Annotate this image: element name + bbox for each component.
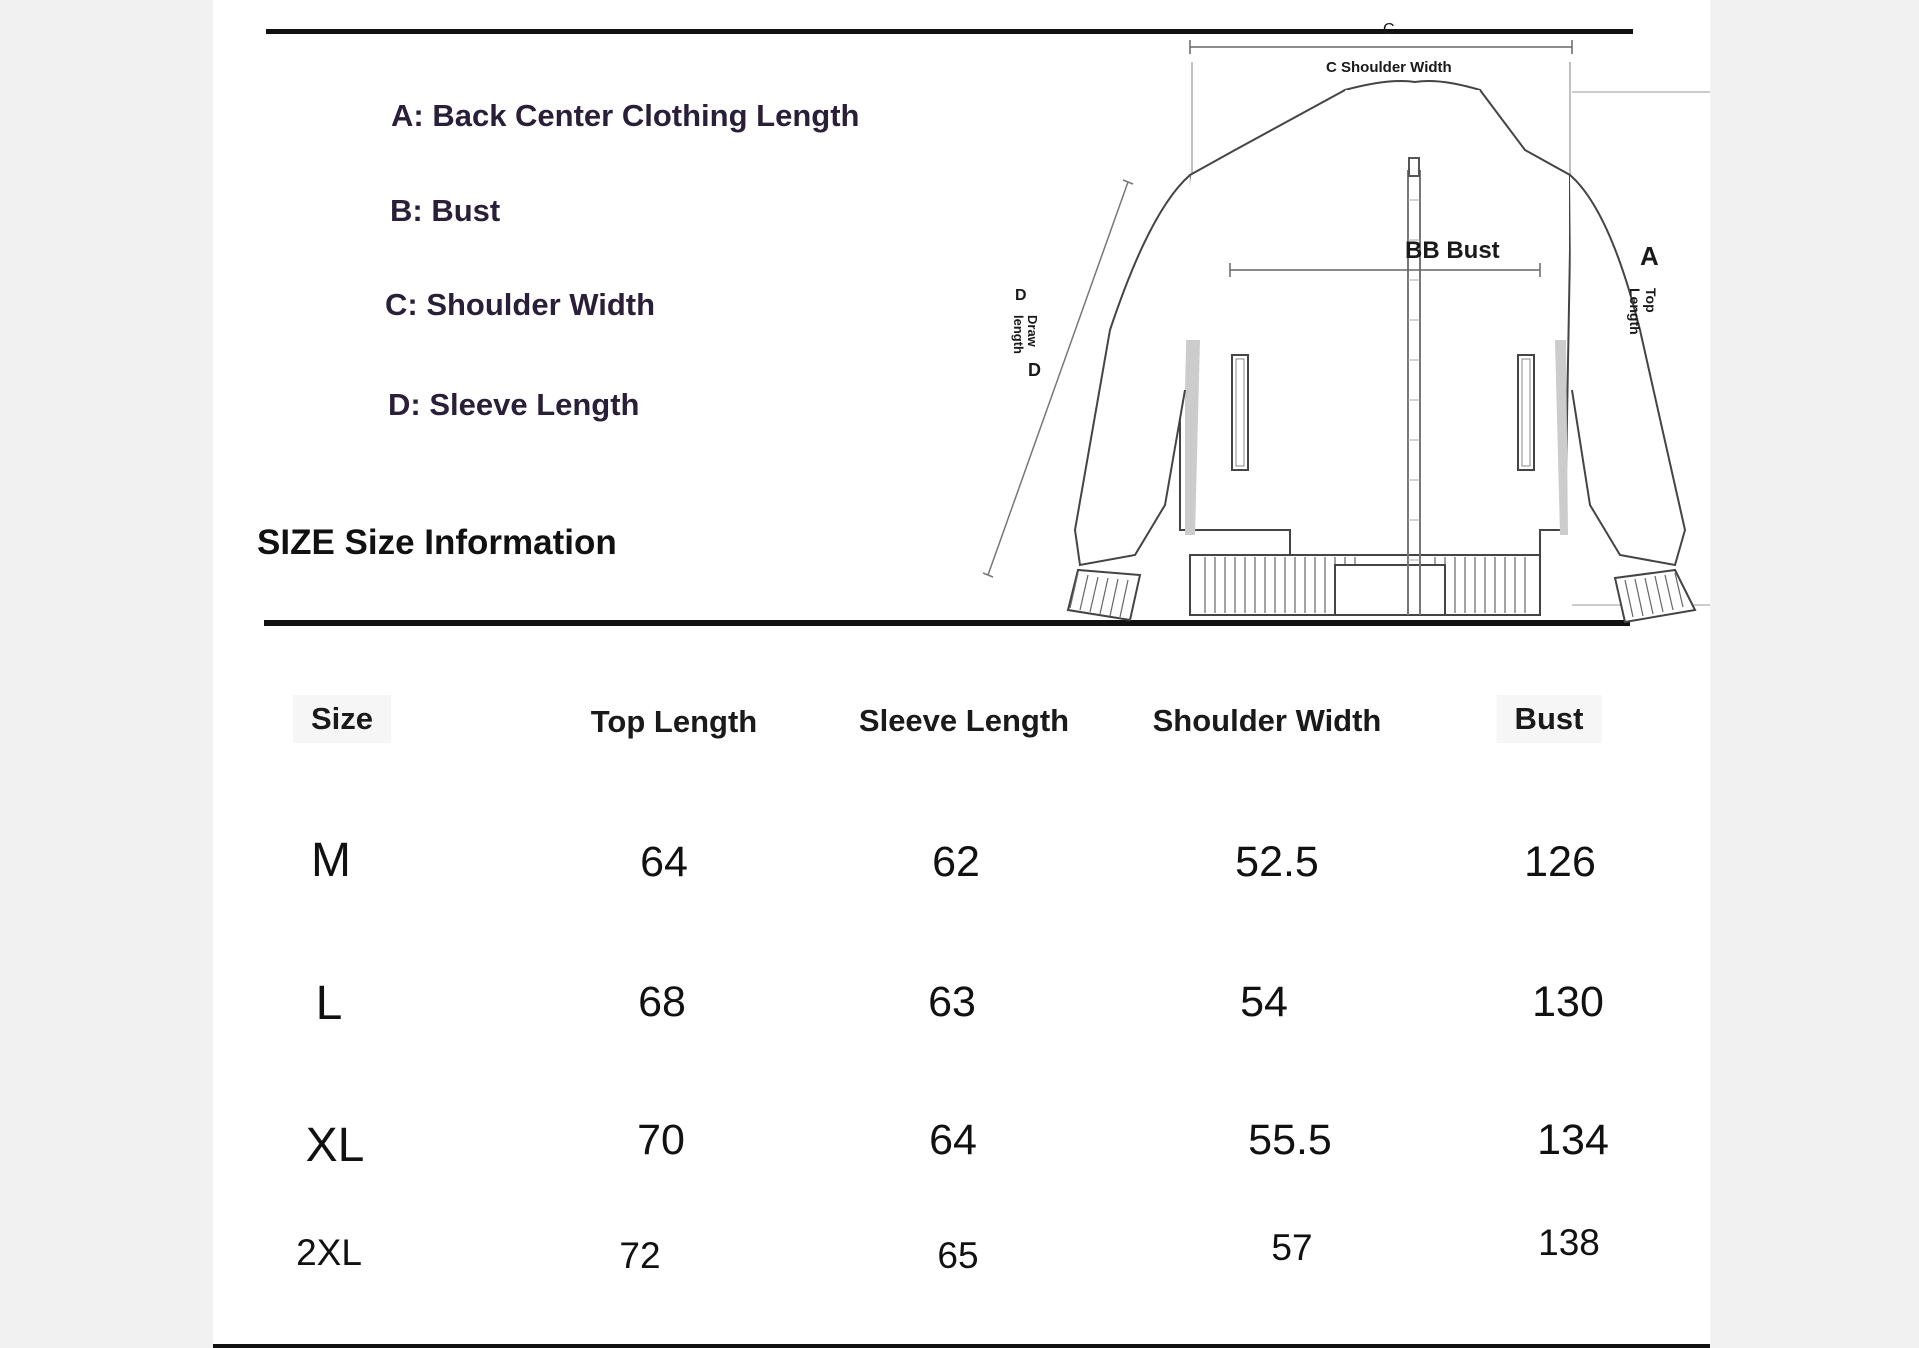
cell-size-l: L <box>315 977 343 1030</box>
cell-bust-xl: 134 <box>1537 1116 1609 1164</box>
cell-size-2xl: 2XL <box>296 1232 362 1273</box>
diagram-d-letter-top: D <box>1015 287 1027 304</box>
cell-size-xl: XL <box>305 1119 365 1172</box>
legend-c: C: Shoulder Width <box>385 287 656 322</box>
cell-shoulder-width-m: 52.5 <box>1235 838 1319 886</box>
jacket-diagram <box>960 10 1720 630</box>
cell-sleeve-length-2xl: 65 <box>937 1235 979 1276</box>
cell-shoulder-width-xl: 55.5 <box>1248 1116 1332 1164</box>
header-bust: Bust <box>1497 695 1602 743</box>
diagram-a-label-top: Top <box>1643 288 1659 313</box>
cell-sleeve-length-m: 62 <box>932 838 980 886</box>
diagram-b-label: BB Bust <box>1405 237 1500 264</box>
cell-size-m: M <box>311 834 351 887</box>
legend-a: A: Back Center Clothing Length <box>391 98 860 133</box>
cell-shoulder-width-l: 54 <box>1240 978 1288 1026</box>
cell-sleeve-length-l: 63 <box>928 978 976 1026</box>
cell-top-length-m: 64 <box>640 838 688 886</box>
diagram-c-letter: C <box>1383 21 1395 38</box>
diagram-c-label: C Shoulder Width <box>1326 59 1452 76</box>
cell-bust-m: 126 <box>1524 838 1596 886</box>
cell-top-length-2xl: 72 <box>619 1235 661 1276</box>
cell-bust-2xl: 138 <box>1538 1222 1600 1263</box>
cell-shoulder-width-2xl: 57 <box>1271 1227 1313 1268</box>
section-title: SIZE Size Information <box>257 523 617 562</box>
header-sleeve-length: Sleeve Length <box>858 703 1070 738</box>
diagram-a-letter: A <box>1640 241 1659 271</box>
cell-sleeve-length-xl: 64 <box>929 1116 977 1164</box>
diagram-d-label-1: Draw <box>1025 315 1040 347</box>
legend-b: B: Bust <box>390 193 501 228</box>
legend-d: D: Sleeve Length <box>388 387 640 422</box>
bottom-rule <box>213 1344 1710 1348</box>
header-size: Size <box>293 695 391 743</box>
cell-bust-l: 130 <box>1532 978 1604 1026</box>
diagram-a-label-bottom: Length <box>1627 288 1643 335</box>
header-top-length: Top Length <box>590 704 758 739</box>
cell-top-length-l: 68 <box>638 978 686 1026</box>
diagram-d-letter-bottom: D <box>1028 360 1041 380</box>
cell-top-length-xl: 70 <box>637 1116 685 1164</box>
diagram-d-label-2: length <box>1011 315 1026 354</box>
header-shoulder-width: Shoulder Width <box>1152 703 1382 738</box>
